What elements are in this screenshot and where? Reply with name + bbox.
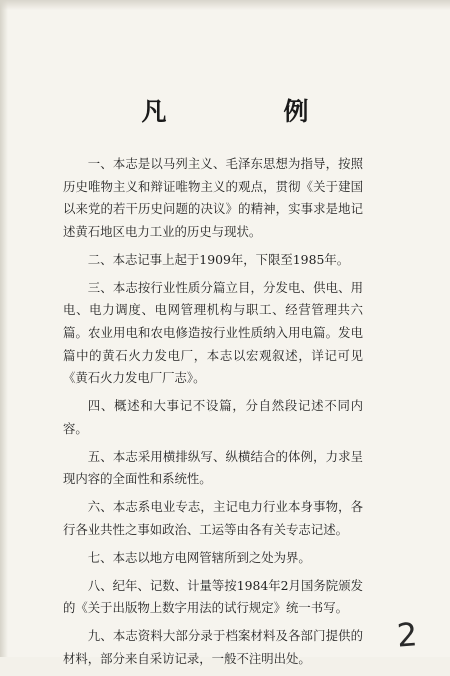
- handwritten-page-number: 2: [395, 615, 419, 655]
- paragraph-4: 四、概述和大事记不设篇，分自然段记述不同内容。: [63, 398, 363, 436]
- document-body: [63, 153, 363, 676]
- paragraph-5: 五、本志采用横排纵写、纵横结合的体例，力求呈现内容的全面性和系统性。: [63, 448, 363, 487]
- paragraph-1: 一、本志是以马列主义、毛泽东思想为指导，按照历史唯物主义和辩证唯物主义的观点，贯彻《关于建国以来党的若干历史问题的决议》的精神，实事求是地记述黄石地区电力工业的历史与现状。: [63, 156, 363, 239]
- paragraph-8: 八、纪年、记数、计量等按1984年2月国务院颁发的《关于出版物上数字用法的试行规定》统一书写。: [63, 577, 363, 616]
- paragraph-7: 七、本志以地方电网管辖所到之处为界。: [87, 549, 311, 565]
- page-title: 凡 例: [141, 97, 355, 126]
- paragraph-6: 六、本志系电业专志，主记电力行业本身事物，各行各业共性之事如政治、工运等由各有关专志记述。: [63, 499, 363, 537]
- paragraph-9: 九、本志资料大部分录于档案材料及各部门提供的材料，部分来自采访记录，一般不注明出处。: [63, 628, 363, 666]
- scan-edge-shadow: [0, 0, 450, 10]
- paragraph-2: 二、本志记事上起于1909年，下限至1985年。: [87, 251, 350, 267]
- paragraph-3: 三、本志按行业性质分篇立目，分发电、供电、用电、电力调度、电网管理机构与职工、经营管理共六篇。农业用电和农电修造按行业性质纳入用电篇。发电篇中的黄石火力发电厂，本志以宏观叙述，详记可见《黄石火力发电厂厂志》。: [63, 279, 363, 386]
